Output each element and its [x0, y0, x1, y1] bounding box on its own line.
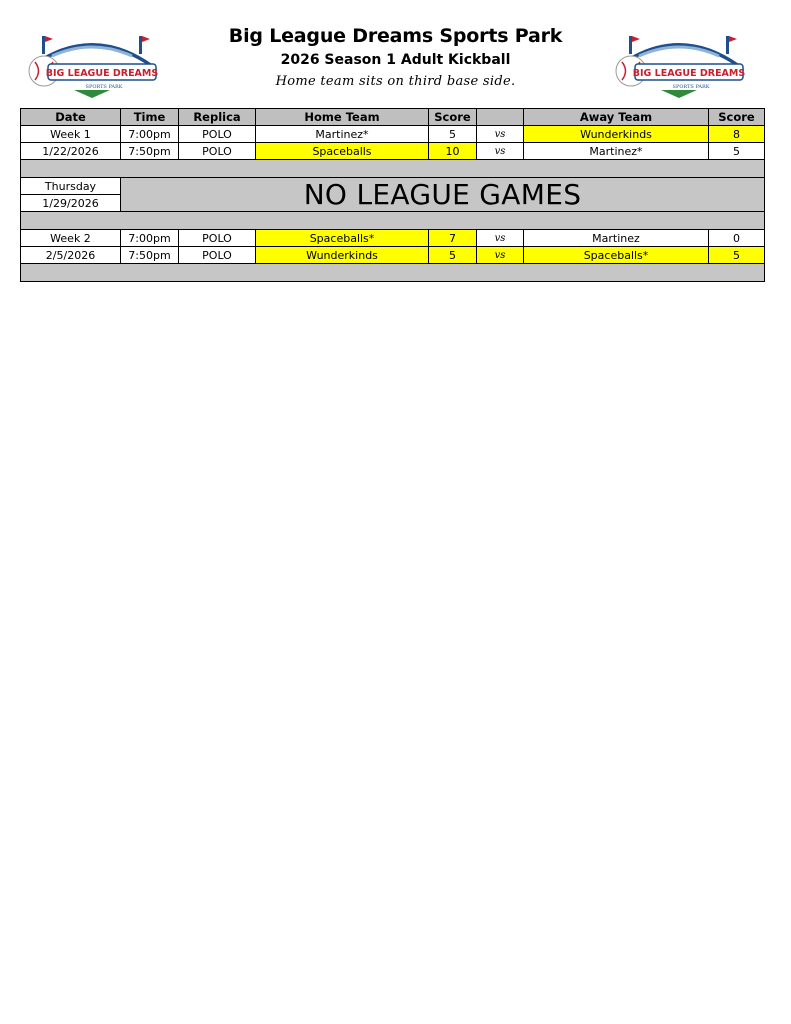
cell-vs: vs	[477, 230, 524, 247]
cell-date: Week 2	[21, 230, 121, 247]
svg-text:BIG LEAGUE DREAMS: BIG LEAGUE DREAMS	[45, 68, 159, 79]
page-subtitle: 2026 Season 1 Adult Kickball	[280, 52, 511, 68]
separator-cell	[21, 212, 765, 230]
table-row	[21, 230, 765, 247]
big-league-dreams-logo-right	[609, 26, 749, 102]
table-header-row	[21, 109, 765, 126]
cell-home-team: Wunderkinds	[256, 247, 429, 264]
cell-replica: POLO	[179, 126, 256, 143]
separator-row	[21, 264, 765, 282]
page-title: Big League Dreams Sports Park	[228, 25, 563, 47]
cell-away-team: Spaceballs*	[524, 247, 709, 264]
cell-time: 7:50pm	[121, 247, 179, 264]
table-row	[21, 247, 765, 264]
header-vs	[477, 109, 524, 126]
header-home-score: Score	[429, 109, 477, 126]
cell-home-score: 7	[429, 230, 477, 247]
cell-date: 2/5/2026	[21, 247, 121, 264]
cell-away-score: 5	[709, 247, 765, 264]
no-games-day: Thursday	[21, 178, 121, 195]
table-row	[21, 126, 765, 143]
no-games-date: 1/29/2026	[21, 195, 121, 212]
cell-replica: POLO	[179, 143, 256, 160]
cell-time: 7:50pm	[121, 143, 179, 160]
cell-date: 1/22/2026	[21, 143, 121, 160]
cell-home-score: 10	[429, 143, 477, 160]
svg-text:SPORTS PARK: SPORTS PARK	[85, 84, 123, 90]
cell-away-team: Martinez*	[524, 143, 709, 160]
cell-vs: vs	[477, 247, 524, 264]
cell-time: 7:00pm	[121, 126, 179, 143]
no-league-games-banner: NO LEAGUE GAMES	[121, 178, 765, 212]
cell-home-team: Spaceballs*	[256, 230, 429, 247]
schedule-table	[20, 108, 765, 282]
cell-away-score: 5	[709, 143, 765, 160]
cell-vs: vs	[477, 126, 524, 143]
table-row	[21, 143, 765, 160]
separator-row	[21, 160, 765, 178]
svg-text:BIG LEAGUE DREAMS: BIG LEAGUE DREAMS	[632, 68, 746, 79]
header-replica: Replica	[179, 109, 256, 126]
cell-home-team: Martinez*	[256, 126, 429, 143]
cell-date: Week 1	[21, 126, 121, 143]
page-header	[0, 0, 791, 105]
cell-away-team: Martinez	[524, 230, 709, 247]
header-date: Date	[21, 109, 121, 126]
separator-cell	[21, 264, 765, 282]
cell-home-team: Spaceballs	[256, 143, 429, 160]
cell-home-score: 5	[429, 126, 477, 143]
cell-home-score: 5	[429, 247, 477, 264]
header-away-team: Away Team	[524, 109, 709, 126]
cell-vs: vs	[477, 143, 524, 160]
header-away-score: Score	[709, 109, 765, 126]
header-time: Time	[121, 109, 179, 126]
no-games-row	[21, 178, 765, 195]
cell-away-team: Wunderkinds	[524, 126, 709, 143]
cell-replica: POLO	[179, 247, 256, 264]
cell-away-score: 0	[709, 230, 765, 247]
home-team-note: Home team sits on third base side.	[275, 74, 516, 89]
header-home-team: Home Team	[256, 109, 429, 126]
svg-text:SPORTS PARK: SPORTS PARK	[672, 84, 710, 90]
cell-time: 7:00pm	[121, 230, 179, 247]
cell-away-score: 8	[709, 126, 765, 143]
cell-replica: POLO	[179, 230, 256, 247]
separator-cell	[21, 160, 765, 178]
separator-row	[21, 212, 765, 230]
